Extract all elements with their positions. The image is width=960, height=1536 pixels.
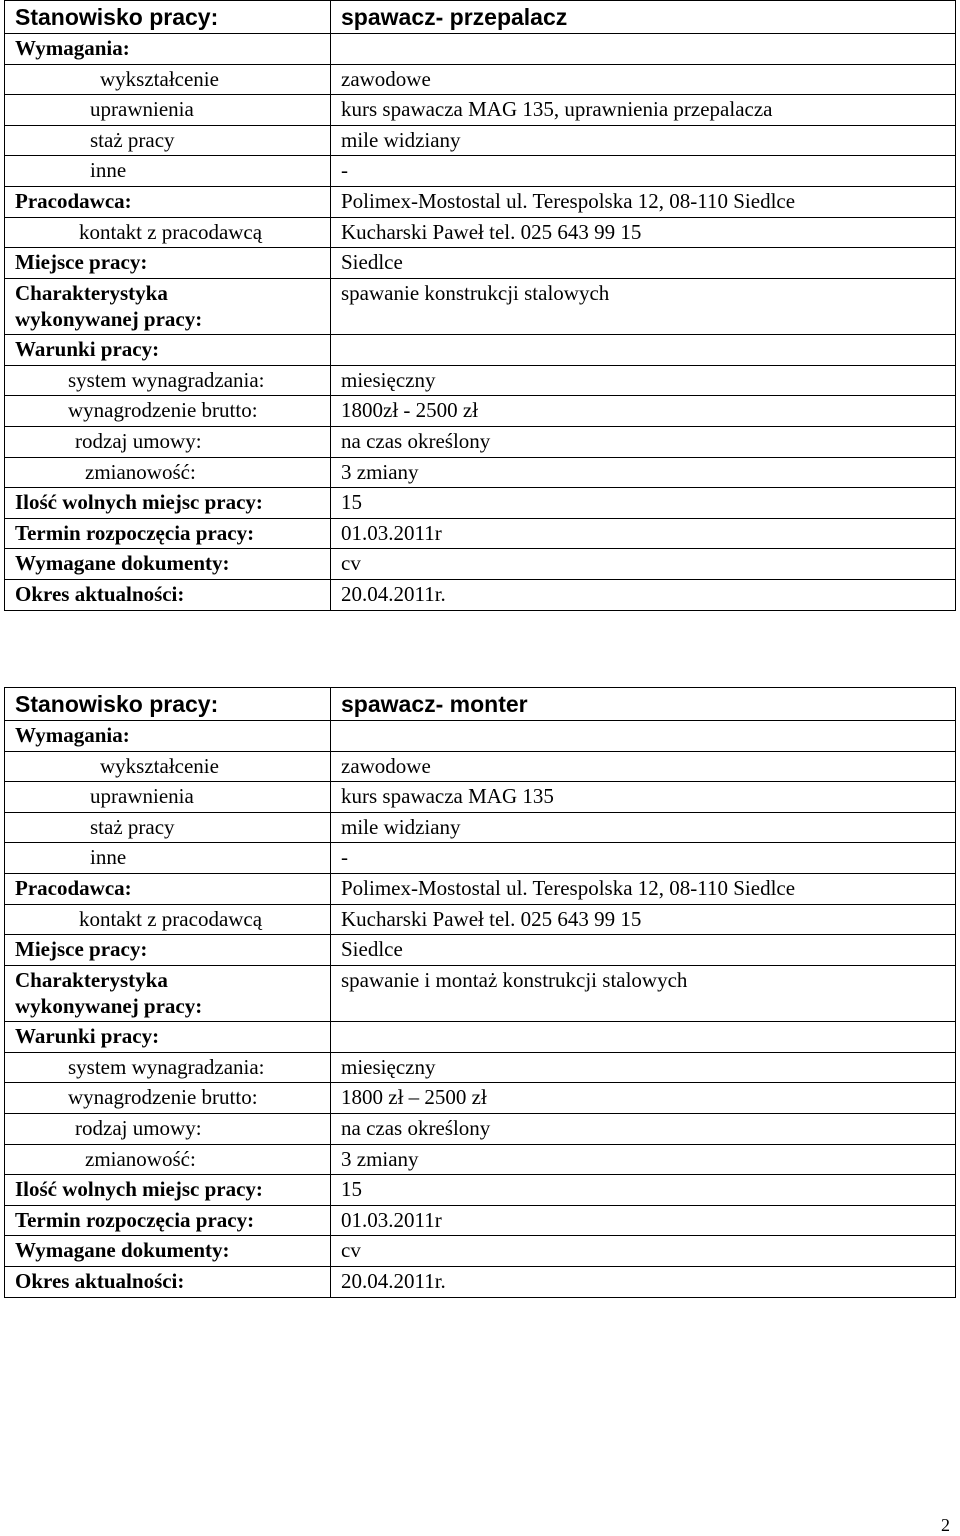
kontakt-value: Kucharski Paweł tel. 025 643 99 15 <box>331 904 956 935</box>
inne-label: inne <box>5 156 331 187</box>
miejsce-value: Siedlce <box>331 935 956 966</box>
row-miejsce <box>5 935 956 966</box>
row-staz <box>5 812 956 843</box>
row-charakterystyka <box>5 278 956 334</box>
charakterystyka-label-line-1: Charakterystyka <box>15 280 168 305</box>
row-zmianowosc <box>5 457 956 488</box>
wynagrodzenie-label: wynagrodzenie brutto: <box>5 396 331 427</box>
wymagania-value <box>331 721 956 752</box>
zmianowosc-label: zmianowość: <box>5 457 331 488</box>
wynagrodzenie-label: wynagrodzenie brutto: <box>5 1083 331 1114</box>
uprawnienia-value: kurs spawacza MAG 135, uprawnienia przepalacza <box>331 95 956 126</box>
pracodawca-value: Polimex-Mostostal ul. Terespolska 12, 08-110 Siedlce <box>331 187 956 218</box>
ilosc-label: Ilość wolnych miejsc pracy: <box>5 488 331 519</box>
row-wynagrodzenie <box>5 1083 956 1114</box>
row-wyksztalcenie <box>5 64 956 95</box>
dokumenty-value: cv <box>331 1236 956 1267</box>
termin-label: Termin rozpoczęcia pracy: <box>5 1205 331 1236</box>
stanowisko-value: spawacz- monter <box>331 688 956 721</box>
job-offer-table-2 <box>4 687 956 1298</box>
system-value: miesięczny <box>331 1052 956 1083</box>
row-ilosc <box>5 488 956 519</box>
row-termin <box>5 1205 956 1236</box>
stanowisko-label: Stanowisko pracy: <box>5 1 331 34</box>
umowa-label: rodzaj umowy: <box>5 426 331 457</box>
dokumenty-label: Wymagane dokumenty: <box>5 549 331 580</box>
row-miejsce <box>5 248 956 279</box>
row-wymagania <box>5 721 956 752</box>
kontakt-value: Kucharski Paweł tel. 025 643 99 15 <box>331 217 956 248</box>
okres-value: 20.04.2011r. <box>331 1267 956 1298</box>
dokumenty-label: Wymagane dokumenty: <box>5 1236 331 1267</box>
charakterystyka-value: spawanie konstrukcji stalowych <box>331 278 956 334</box>
row-staz <box>5 125 956 156</box>
warunki-label: Warunki pracy: <box>5 335 331 366</box>
uprawnienia-label: uprawnienia <box>5 782 331 813</box>
row-okres <box>5 580 956 611</box>
row-umowa <box>5 1113 956 1144</box>
row-inne <box>5 156 956 187</box>
row-charakterystyka <box>5 965 956 1021</box>
wyksztalcenie-label: wykształcenie <box>5 751 331 782</box>
row-wyksztalcenie <box>5 751 956 782</box>
staz-label: staż pracy <box>5 125 331 156</box>
row-kontakt <box>5 904 956 935</box>
row-inne <box>5 843 956 874</box>
row-dokumenty <box>5 1236 956 1267</box>
row-okres <box>5 1267 956 1298</box>
row-system <box>5 1052 956 1083</box>
row-stanowisko <box>5 1 956 34</box>
row-warunki <box>5 335 956 366</box>
okres-value: 20.04.2011r. <box>331 580 956 611</box>
uprawnienia-label: uprawnienia <box>5 95 331 126</box>
charakterystyka-label-line-1: Charakterystyka <box>15 967 168 992</box>
wynagrodzenie-value: 1800zł - 2500 zł <box>331 396 956 427</box>
stanowisko-label: Stanowisko pracy: <box>5 688 331 721</box>
row-zmianowosc <box>5 1144 956 1175</box>
row-termin <box>5 518 956 549</box>
system-value: miesięczny <box>331 365 956 396</box>
ilosc-value: 15 <box>331 488 956 519</box>
miejsce-value: Siedlce <box>331 248 956 279</box>
miejsce-label: Miejsce pracy: <box>5 935 331 966</box>
wymagania-label: Wymagania: <box>5 721 331 752</box>
warunki-label: Warunki pracy: <box>5 1022 331 1053</box>
charakterystyka-label <box>5 965 331 1021</box>
okres-label: Okres aktualności: <box>5 580 331 611</box>
page-number: 2 <box>941 1515 950 1535</box>
row-pracodawca <box>5 874 956 905</box>
row-ilosc <box>5 1175 956 1206</box>
wyksztalcenie-label: wykształcenie <box>5 64 331 95</box>
wymagania-label: Wymagania: <box>5 34 331 65</box>
umowa-label: rodzaj umowy: <box>5 1113 331 1144</box>
umowa-value: na czas określony <box>331 1113 956 1144</box>
zmianowosc-label: zmianowość: <box>5 1144 331 1175</box>
system-label: system wynagradzania: <box>5 1052 331 1083</box>
row-wynagrodzenie <box>5 396 956 427</box>
row-stanowisko <box>5 688 956 721</box>
charakterystyka-label-line-2: wykonywanej pracy: <box>15 993 203 1018</box>
row-kontakt <box>5 217 956 248</box>
pracodawca-label: Pracodawca: <box>5 187 331 218</box>
row-uprawnienia <box>5 782 956 813</box>
row-warunki <box>5 1022 956 1053</box>
ilosc-label: Ilość wolnych miejsc pracy: <box>5 1175 331 1206</box>
zmianowosc-value: 3 zmiany <box>331 1144 956 1175</box>
okres-label: Okres aktualności: <box>5 1267 331 1298</box>
kontakt-label: kontakt z pracodawcą <box>5 217 331 248</box>
termin-label: Termin rozpoczęcia pracy: <box>5 518 331 549</box>
uprawnienia-value: kurs spawacza MAG 135 <box>331 782 956 813</box>
umowa-value: na czas określony <box>331 426 956 457</box>
inne-value: - <box>331 156 956 187</box>
ilosc-value: 15 <box>331 1175 956 1206</box>
job-offer-table-1 <box>4 0 956 611</box>
charakterystyka-label-line-2: wykonywanej pracy: <box>15 306 203 331</box>
charakterystyka-value: spawanie i montaż konstrukcji stalowych <box>331 965 956 1021</box>
inne-label: inne <box>5 843 331 874</box>
row-system <box>5 365 956 396</box>
staz-value: mile widziany <box>331 125 956 156</box>
termin-value: 01.03.2011r <box>331 1205 956 1236</box>
charakterystyka-label <box>5 278 331 334</box>
row-umowa <box>5 426 956 457</box>
system-label: system wynagradzania: <box>5 365 331 396</box>
miejsce-label: Miejsce pracy: <box>5 248 331 279</box>
row-uprawnienia <box>5 95 956 126</box>
wyksztalcenie-value: zawodowe <box>331 751 956 782</box>
row-wymagania <box>5 34 956 65</box>
wymagania-value <box>331 34 956 65</box>
inne-value: - <box>331 843 956 874</box>
kontakt-label: kontakt z pracodawcą <box>5 904 331 935</box>
warunki-value <box>331 1022 956 1053</box>
pracodawca-label: Pracodawca: <box>5 874 331 905</box>
row-dokumenty <box>5 549 956 580</box>
dokumenty-value: cv <box>331 549 956 580</box>
staz-value: mile widziany <box>331 812 956 843</box>
staz-label: staż pracy <box>5 812 331 843</box>
termin-value: 01.03.2011r <box>331 518 956 549</box>
wynagrodzenie-value: 1800 zł – 2500 zł <box>331 1083 956 1114</box>
pracodawca-value: Polimex-Mostostal ul. Terespolska 12, 08-110 Siedlce <box>331 874 956 905</box>
zmianowosc-value: 3 zmiany <box>331 457 956 488</box>
stanowisko-value: spawacz- przepalacz <box>331 1 956 34</box>
warunki-value <box>331 335 956 366</box>
wyksztalcenie-value: zawodowe <box>331 64 956 95</box>
row-pracodawca <box>5 187 956 218</box>
